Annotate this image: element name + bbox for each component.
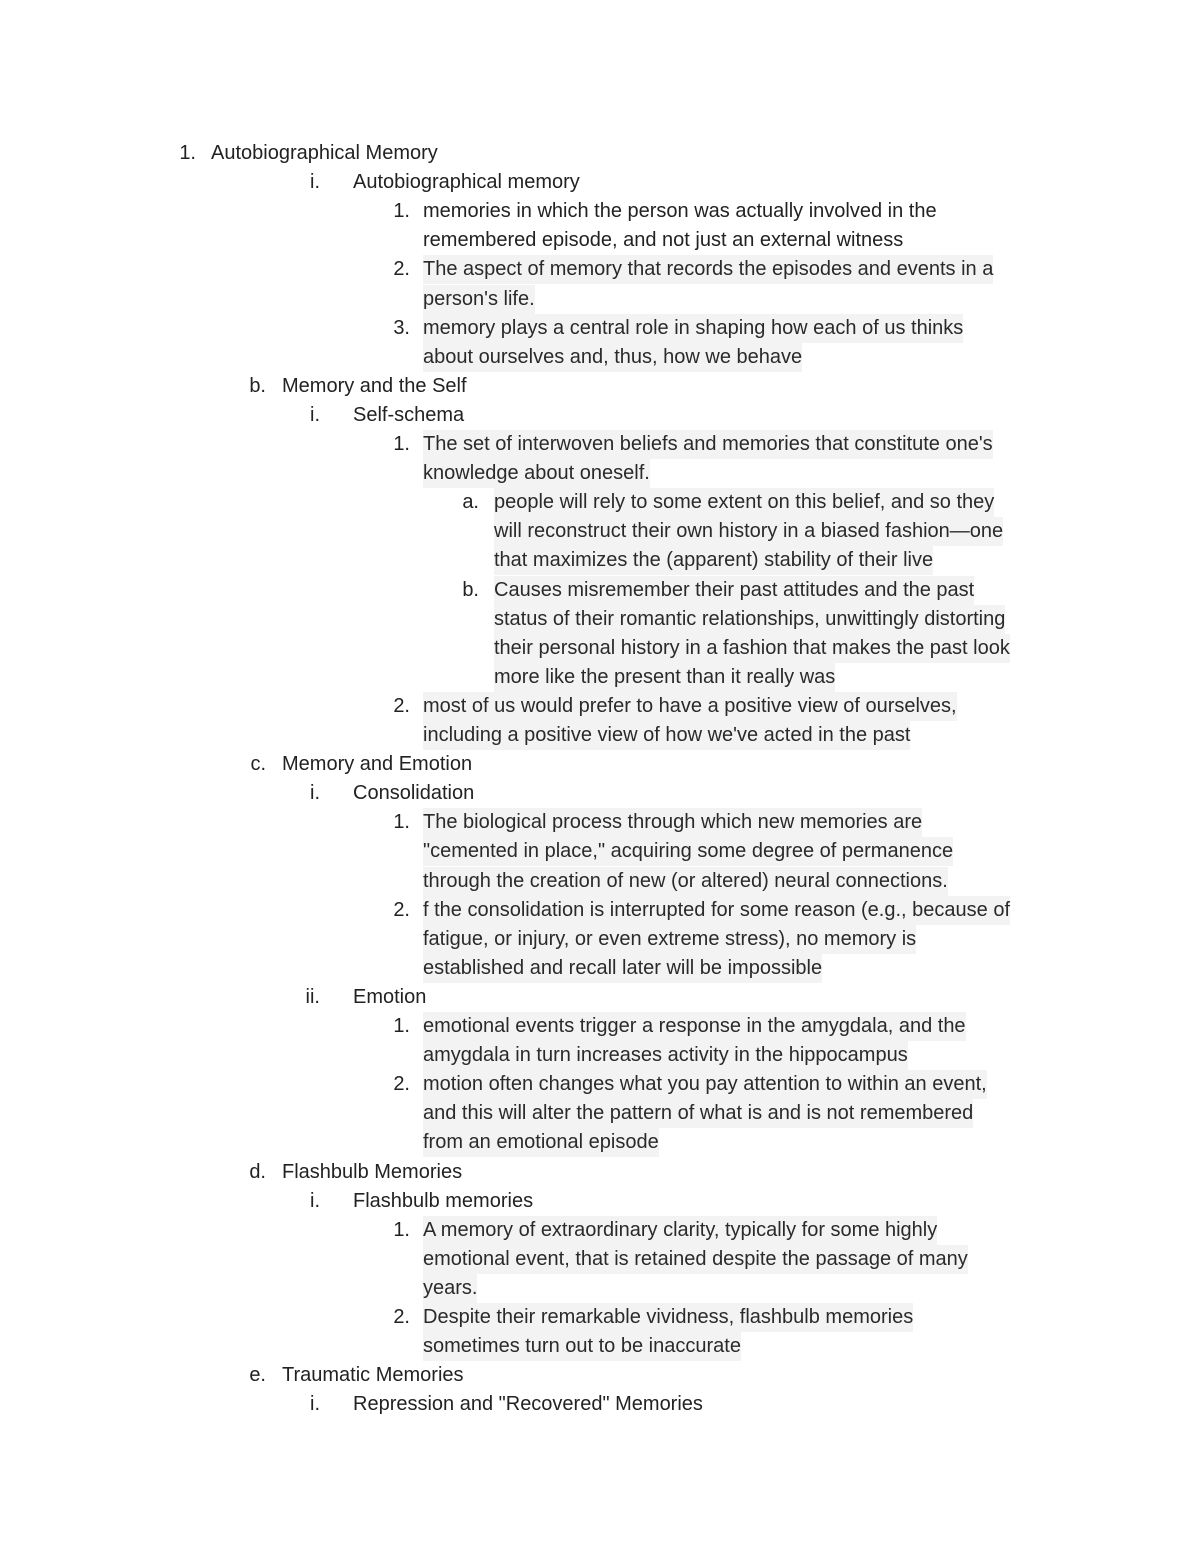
- outline-item-text: A memory of extraordinary clarity, typically for some highly: [423, 1216, 937, 1245]
- outline-item-text: years.: [423, 1274, 477, 1303]
- outline-line: [0, 1332, 1200, 1361]
- list-marker: b.: [462, 578, 479, 601]
- list-marker: b.: [249, 374, 266, 397]
- outline-subheading: Consolidation: [353, 782, 475, 805]
- outline-item-text: about ourselves and, thus, how we behave: [423, 343, 802, 372]
- outline-line: [0, 372, 1200, 401]
- outline-line: [0, 750, 1200, 779]
- outline-line: [0, 459, 1200, 488]
- outline-item-text: sometimes turn out to be inaccurate: [423, 1332, 741, 1361]
- list-marker: 3.: [393, 316, 410, 339]
- outline-item-text: that maximizes the (apparent) stability of their live: [494, 546, 933, 575]
- outline-item-text: f the consolidation is interrupted for some reason (e.g., because of: [423, 896, 1010, 925]
- list-marker: 2.: [393, 258, 410, 281]
- outline-item-text: fatigue, or injury, or even extreme stress), no memory is: [423, 925, 916, 954]
- list-marker: ii.: [305, 985, 320, 1008]
- list-marker: 1.: [393, 811, 410, 834]
- outline-line: [0, 1099, 1200, 1128]
- outline-line: [0, 925, 1200, 954]
- outline-item-text: amygdala in turn increases activity in the hippocampus: [423, 1041, 908, 1070]
- outline-line: [0, 576, 1200, 605]
- outline-line: [0, 255, 1200, 284]
- outline-line: [0, 837, 1200, 866]
- outline-item-text: The biological process through which new memories are: [423, 808, 922, 837]
- list-marker: i.: [310, 782, 320, 805]
- outline-line: [0, 1361, 1200, 1390]
- outline-line: [0, 1245, 1200, 1274]
- outline-line: [0, 139, 1200, 168]
- outline-item-text: The aspect of memory that records the episodes and events in a: [423, 255, 993, 284]
- outline-item-text: knowledge about oneself.: [423, 459, 650, 488]
- outline-line: [0, 1274, 1200, 1303]
- outline-line: [0, 1187, 1200, 1216]
- list-marker: 1.: [393, 1015, 410, 1037]
- outline-line: [0, 1158, 1200, 1187]
- outline-line: [0, 605, 1200, 634]
- outline-line: [0, 1390, 1200, 1419]
- outline-item-text: through the creation of new (or altered) neural connections.: [423, 867, 948, 896]
- outline-subheading: Autobiographical memory: [353, 171, 580, 194]
- outline-line: [0, 197, 1200, 226]
- outline-item-text: including a positive view of how we've acted in the past: [423, 721, 910, 750]
- outline-item-text: emotional events trigger a response in the amygdala, and the: [423, 1012, 966, 1041]
- outline-line: [0, 721, 1200, 750]
- list-marker: 2.: [393, 1306, 410, 1328]
- list-marker: d.: [249, 1160, 266, 1183]
- outline-item-text: established and recall later will be impossible: [423, 954, 822, 983]
- outline-item-text: people will rely to some extent on this belief, and so they: [494, 488, 994, 517]
- outline-line: [0, 1128, 1200, 1157]
- list-marker: i.: [310, 1189, 320, 1212]
- outline-line: [0, 314, 1200, 343]
- list-marker: 2.: [393, 694, 410, 717]
- outline-line: [0, 546, 1200, 575]
- outline-line: [0, 808, 1200, 837]
- outline-line: [0, 867, 1200, 896]
- outline-line: [0, 1012, 1200, 1041]
- list-marker: 2.: [393, 898, 410, 921]
- outline-item-text: emotional event, that is retained despite the passage of many: [423, 1245, 968, 1274]
- outline-line: [0, 954, 1200, 983]
- list-marker: a.: [462, 491, 479, 514]
- outline-line: [0, 488, 1200, 517]
- list-marker: 1.: [393, 200, 410, 223]
- outline-line: [0, 517, 1200, 546]
- outline-item-text: Causes misremember their past attitudes and the past: [494, 576, 974, 605]
- outline-item-text: and this will alter the pattern of what is and is not remembered: [423, 1099, 973, 1128]
- outline-item-text: "cemented in place," acquiring some degree of permanence: [423, 837, 953, 866]
- outline-item-text: memories in which the person was actually involved in the: [423, 200, 937, 223]
- outline-item-text: from an emotional episode: [423, 1128, 659, 1157]
- outline-line: [0, 634, 1200, 663]
- outline-heading: Memory and Emotion: [282, 753, 473, 776]
- outline-item-text: motion often changes what you pay attention to within an event,: [423, 1070, 987, 1099]
- outline-line: [0, 430, 1200, 459]
- outline-line: [0, 779, 1200, 808]
- outline-heading: Traumatic Memories: [282, 1364, 464, 1387]
- outline-heading: Flashbulb Memories: [282, 1160, 463, 1183]
- outline-item-text: memory plays a central role in shaping how each of us thinks: [423, 314, 963, 343]
- outline-line: [0, 168, 1200, 197]
- outline-item-text: most of us would prefer to have a positive view of ourselves,: [423, 692, 957, 721]
- outline-line: [0, 343, 1200, 372]
- outline-subheading: Flashbulb memories: [353, 1189, 534, 1212]
- outline-item-text: will reconstruct their own history in a biased fashion—one: [494, 517, 1003, 546]
- outline-line: [0, 896, 1200, 925]
- list-marker: c.: [250, 753, 266, 776]
- outline-item-text: person's life.: [423, 285, 535, 314]
- outline-line: [0, 1216, 1200, 1245]
- outline-item-text: their personal history in a fashion that makes the past look: [494, 634, 1010, 663]
- outline-item-text: Despite their remarkable vividness, flashbulb memories: [423, 1303, 913, 1332]
- outline-line: [0, 1303, 1200, 1332]
- list-marker: 1.: [179, 142, 196, 164]
- outline-line: [0, 1070, 1200, 1099]
- outline-line: [0, 1041, 1200, 1070]
- outline-subheading: Self-schema: [353, 403, 465, 426]
- outline-line: [0, 285, 1200, 314]
- outline-heading: Autobiographical Memory: [211, 142, 438, 164]
- outline-line: [0, 983, 1200, 1012]
- outline-subheading: Emotion: [353, 985, 427, 1008]
- outline-line: [0, 692, 1200, 721]
- outline-item-text: remembered episode, and not just an external witness: [423, 229, 904, 252]
- outline-subheading: Repression and "Recovered" Memories: [353, 1393, 703, 1416]
- list-marker: e.: [249, 1364, 266, 1387]
- outline-line: [0, 226, 1200, 255]
- list-marker: i.: [310, 171, 320, 194]
- list-marker: i.: [310, 403, 320, 426]
- list-marker: 1.: [393, 433, 410, 455]
- list-marker: 1.: [393, 1218, 410, 1241]
- outline-item-text: more like the present than it really was: [494, 663, 835, 692]
- outline-line: [0, 663, 1200, 692]
- outline-heading: Memory and the Self: [282, 374, 467, 397]
- list-marker: 2.: [393, 1073, 410, 1096]
- outline-item-text: The set of interwoven beliefs and memories that constitute one's: [423, 430, 993, 459]
- outline-line: [0, 401, 1200, 430]
- outline-item-text: status of their romantic relationships, unwittingly distorting: [494, 605, 1005, 634]
- list-marker: i.: [310, 1393, 320, 1416]
